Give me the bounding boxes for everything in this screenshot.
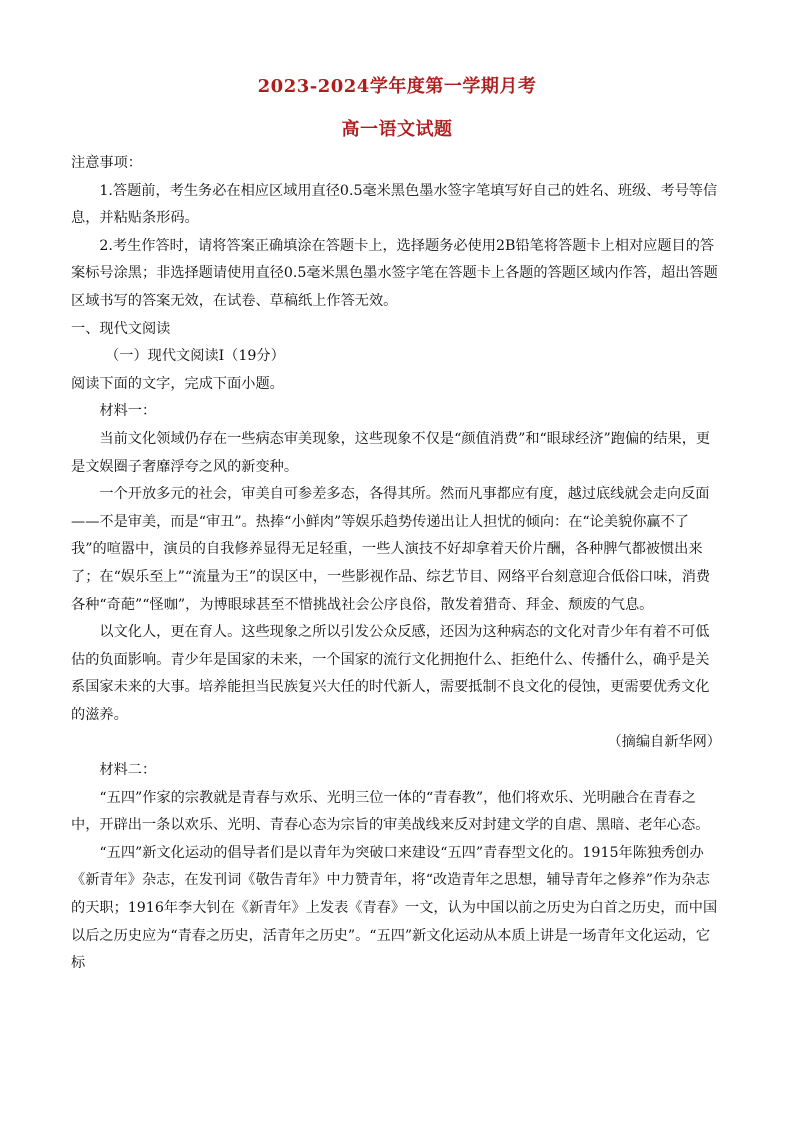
- notes-item-2: 2.考生作答时，请将答案正确填涂在答题卡上，选择题务必使用2B铅笔将答题卡上相对应题目的答案标号涂黑；非选择题请使用直径0.5毫米黑色墨水签字笔在答题卡上各题的答题区域内作答，超出答题区域书写的答案无效，在试卷、草稿纸上作答无效。: [71, 237, 718, 309]
- subsection-heading: （一）现代文阅读Ⅰ（19分）: [105, 348, 285, 365]
- material-1-paragraph-3: 以文化人，更在育人。这些现象之所以引发公众反感，还因为这种病态的文化对青少年有着不可低估的负面影响。青少年是国家的未来，一个国家的流行文化拥抱什么、拒绝什么、传播什么，确乎是关系国家未来的大事。培养能担当民族复兴大任的时代新人，需要抵制不良文化的侵蚀，更需要优秀文化的滋养。: [71, 624, 710, 723]
- material-1-source: （摘编自新华网）: [607, 734, 721, 751]
- subject-title: 高一语文试题: [341, 119, 453, 140]
- material-1-paragraph-1: 当前文化领域仍存在一些病态审美现象，这些现象不仅是“颜值消费”和“眼球经济”跑偏的结果，更是文娱圈子奢靡浮夸之风的新变种。: [71, 430, 711, 475]
- section-heading: 一、现代文阅读: [71, 320, 171, 337]
- document-body: [71, 150, 721, 978]
- notes-heading: 注意事项：: [71, 155, 142, 171]
- material-2-paragraph-2: “五四”新文化运动的倡导者们是以青年为突破口来建设“五四”青春型文化的。1915年陈独秀创办《新青年》杂志，在发刊词《敬告青年》中力赞青年，将“改造青年之思想，辅导青年之修养”作为杂志的天职；1916年李大钊在《新青年》上发表《青春》一文，认为中国以前之历史为白首之历史，而中国以后之历史应为“青春之历史，活青年之历史”。“五四”新文化运动从本质上讲是一场青年文化运动，它标: [71, 844, 718, 972]
- material-2-paragraph-1: “五四”作家的宗教就是青春与欢乐、光明三位一体的“青春教”，他们将欢乐、光明融合在青春之中，开辟出一条以欢乐、光明、青春心态为宗旨的审美战线来反对封建文学的自虐、黑暗、老年心态。: [71, 789, 710, 834]
- material-1-paragraph-2: 一个开放多元的社会，审美自可参差多态，各得其所。然而凡事都应有度，越过底线就会走向反面——不是审美，而是“审丑”。热捧“小鲜肉”等娱乐趋势传递出让人担忧的倾向：在“论美貌你赢不了我”的喧嚣中，演员的自我修养显得无足轻重，一些人演技不好却拿着天价片酬，各种脾气都被惯出来了；在“娱乐至上”“流量为王”的误区中，一些影视作品、综艺节目、网络平台刻意迎合低俗口味，消费各种“奇葩”“怪咖”，为博眼球甚至不惜挑战社会公序良俗，散发着猎奇、拜金、颓废的气息。: [71, 486, 711, 613]
- material-1-label: 材料一：: [99, 403, 157, 420]
- reading-instruction: 阅读下面的文字，完成下面小题。: [71, 375, 284, 392]
- exam-title: 2023-2024学年度第一学期月考: [257, 76, 537, 97]
- material-2-label: 材料二：: [99, 762, 157, 779]
- notes-item-1: 1.答题前，考生务必在相应区域用直径0.5毫米黑色墨水签字笔填写好自己的姓名、班级、考号等信息，并粘贴条形码。: [71, 182, 718, 227]
